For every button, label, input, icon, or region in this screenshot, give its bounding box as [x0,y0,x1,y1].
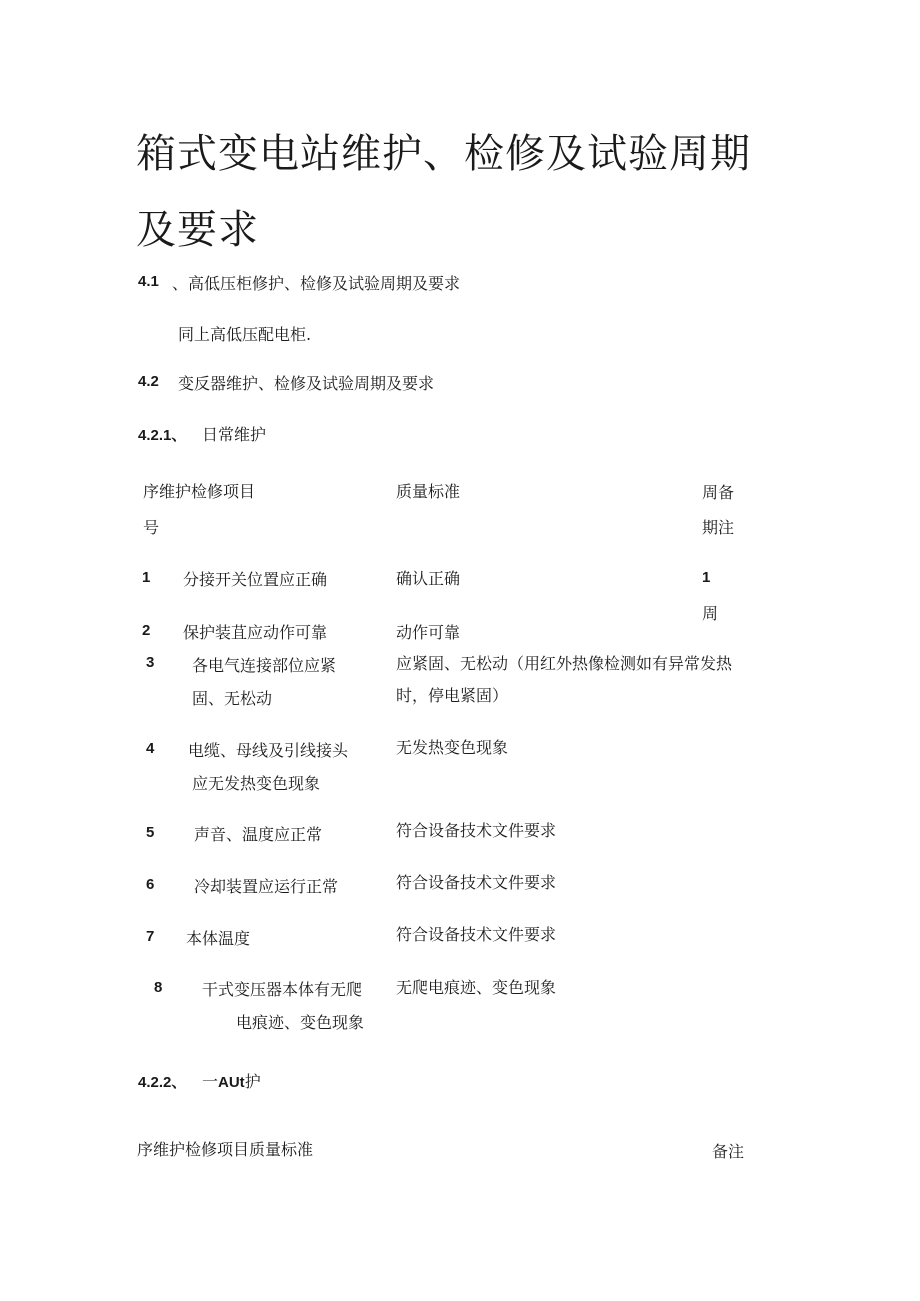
row-6-standard: 符合设备技术文件要求 [396,873,557,892]
table-header-seq-number: 号 [143,518,160,537]
row-3-number: 3 [146,654,155,671]
row-5-item: 声音、温度应正常 [194,825,323,844]
row-6-number: 6 [146,876,155,893]
row-7-item: 本体温度 [186,929,251,948]
row-3-standard-line2: 时，停电紧固） [396,686,509,705]
row-4-standard: 无发热变色现象 [396,738,509,757]
row-1-standard: 确认正确 [396,569,461,588]
table2-header-left: 序维护检修项目质量标准 [137,1140,314,1159]
row-8-item-line2: 电痕迹、变色现象 [236,1013,365,1032]
section-4-2-1-heading: 日常维护 [202,425,267,444]
row-2-number: 2 [142,622,151,639]
row-1-number: 1 [142,569,151,586]
table-header-period-remark: 周备 [702,483,735,502]
section-4-2-1-number: 4.2.1、 [138,427,187,444]
section-4-2-2-number: 4.2.2、 [138,1074,187,1091]
section-4-2-number: 4.2 [138,373,159,390]
row-8-standard: 无爬电痕迹、变色现象 [396,978,557,997]
table-header-period-remark-2: 期注 [702,518,735,537]
row-3-standard-line1: 应紧固、无松动（用红外热像检测如有异常发热 [396,654,733,673]
table-header-seq-item: 序维护检修项目 [143,482,256,501]
row-2-item: 保护装苴应动作可靠 [183,623,328,642]
row-7-standard: 符合设备技术文件要求 [396,925,557,944]
section-4-2-2-heading-suffix: 护 [244,1072,261,1091]
row-4-number: 4 [146,740,155,757]
table2-header-remark: 备注 [712,1142,745,1161]
page-title-line2: 及要求 [136,207,259,253]
row-7-number: 7 [146,928,155,945]
section-4-1-number: 4.1 [138,273,159,290]
row-4-item-line2: 应无发热变色现象 [192,774,321,793]
table-header-quality: 质量标准 [396,482,461,501]
row-4-item-line1: 电缆、母线及引线接头 [188,741,349,760]
section-4-2-2-heading [202,1069,261,1092]
row-5-number: 5 [146,824,155,841]
row-3-item-line2: 固、无松动 [192,689,273,708]
period-unit: 周 [702,604,719,623]
section-4-2-heading: 变反器维护、检修及试验周期及要求 [178,374,435,393]
row-6-item: 冷却装置应运行正常 [194,877,339,896]
row-5-standard: 符合设备技术文件要求 [396,821,557,840]
row-3-item-line1: 各电气连接部位应紧 [192,656,337,675]
section-4-1-body: 同上高低压配电柜. [178,325,312,344]
row-2-standard: 动作可靠 [396,623,461,642]
section-4-2-2-heading-bold: AUt [218,1074,245,1091]
row-8-number: 8 [154,979,163,996]
section-4-2-2-heading-prefix: 一 [202,1072,219,1091]
period-value: 1 [702,569,711,586]
section-4-1-heading: 、高低压柜修护、检修及试验周期及要求 [172,274,461,293]
row-1-item: 分接开关位置应正确 [183,570,328,589]
page-title-line1: 箱式变电站维护、检修及试验周期 [136,131,751,177]
row-8-item-line1: 干式变压器本体有无爬 [202,980,363,999]
